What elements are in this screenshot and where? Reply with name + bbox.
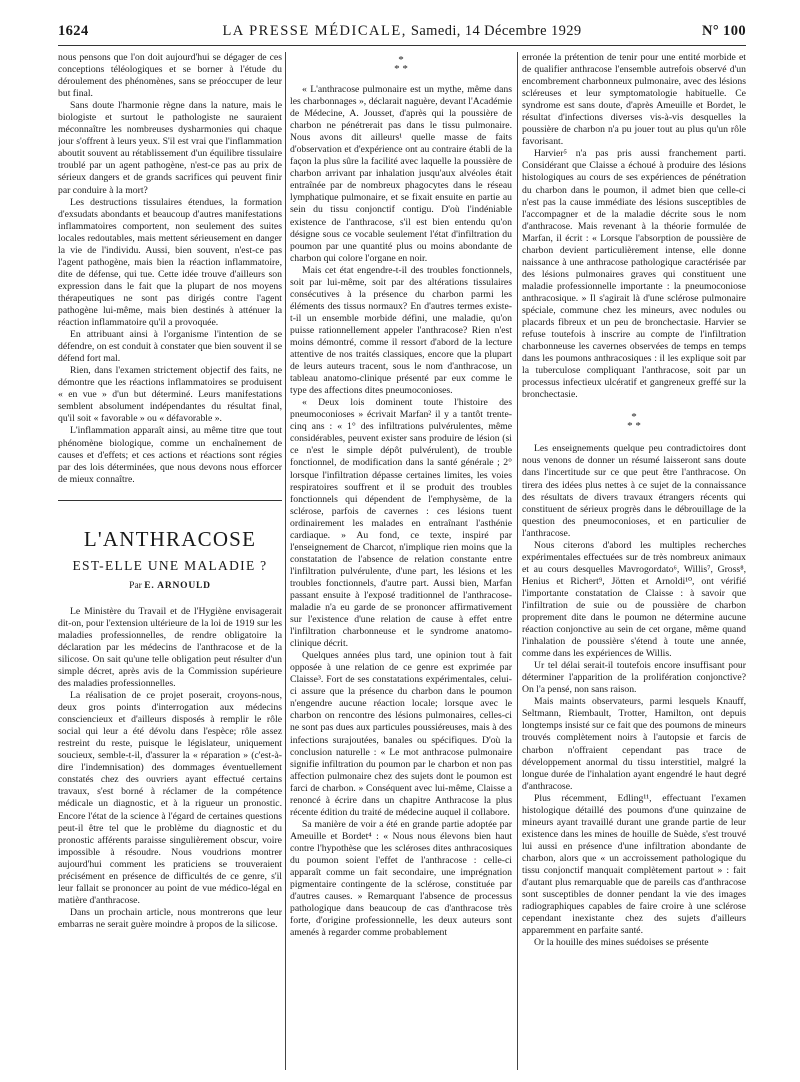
article-byline	[58, 580, 282, 592]
paragraph: Les destructions tissulaires étendues, la formation d'exsudats abondants et beaucoup d'autres manifestations inflammatoires comportent, non seulement des suites locales redoutables, mais mettent sérieusement en danger la vie de l'individu. Aussi, bien souvent, n'est-ce pas l'agent pathogène, mais bien la réaction inflammatoire, dite de défense, qui tue. Cette idée trouve d'ailleurs son expression dans le fait que la plupart de nos moyens thérapeutiques ne sont pas dirigés contre l'agent pathogène lui-même, mais bien destinés à atténuer la réaction inflammatoire qu'il a provoquée.	[58, 196, 282, 329]
paragraph: En attribuant ainsi à l'organisme l'intention de se défendre, on est conduit à constater que bien souvent il se défend fort mal.	[58, 329, 282, 365]
paragraph: Les enseignements quelque peu contradictoires dont nous venons de donner un résumé laisseront sans doute dans l'incertitude sur ce que peut être l'anthracose. On tirera des idées plus nettes à ce sujet de la connaissance des résultats de divers travaux étrangers récents qui constituent de sérieux progrès dans le débrouillage de la question des pneumoconioses, et en particulier de l'anthracose.	[522, 443, 746, 539]
column-3	[522, 52, 746, 1070]
paragraph: Plus récemment, Edling¹¹, effectuant l'examen histologique détaillé des poumons d'une quinzaine de mineurs ayant travaillé durant une grande partie de leur existence dans les mines de houille de Suède, s'est trouvé lui aussi en présence d'une infiltration abondante de charbon, alors que « un accroissement pathologique du tissu conjonctif manquait complètement partout » : fait d'autant plus remarquable que de pareils cas d'anthracose sont susceptibles de donner pendant la vie des images radiographiques capables de faire croire à une sclérose cependant inexistante chez des sujets d'ailleurs apparemment en parfaite santé.	[522, 792, 746, 937]
paragraph: Quelques années plus tard, une opinion tout à fait opposée à une relation de ce genre est exprimée par Claisse³. Fort de ses constatations expérimentales, celui-ci assure que la présence du charbon dans le poumon n'engendre aucune réaction locale; lorsque avec le charbon on rencontre des lésions pulmonaires, celles-ci ne sont pas dues aux particules poussiéreuses, mais à des infections surajoutées, banales ou spécifiques. D'où la conclusion naturelle : « Le mot anthracose pulmonaire signifie infiltration du poumon par le charbon et non pas affection pulmonaire chez des sujets dont le poumon est farci de charbon. » Conséquent avec lui-même, Claisse a renoncé à écrire dans un chapitre Anthracose la plus récente édition du traité de médecine auquel il collabore.	[290, 650, 512, 818]
paragraph: Nous citerons d'abord les multiples recherches expérimentales effectuées sur de très nombreux animaux et au cours desquelles Mavrogordato⁶, Willis⁷, Gross⁸, Henius et Richert⁹, Jötten et Arnoldi¹⁰, ont vérifié l'importante constatation de Claisse : à savoir que l'infiltration de suie ou de poussière de charbon proprement dite dans le poumon ne détermine aucune réaction conjonctive au sein de cet organe, même quand l'inhalation de poussière s'étend à toute une année, comme dans les expériences de Willis.	[522, 539, 746, 660]
column-rule-left	[285, 52, 286, 1070]
asterism-divider: * * *	[394, 54, 408, 75]
paragraph: erronée la prétention de tenir pour une entité morbide et de qualifier anthracose l'ensemble autrefois observé d'un encombrement charbonneux pulmonaire, avec des lésions scléreuses et leur symptomatologie habituelle. Ce syndrome est sans doute, d'après Ameuille et Bordet, le résultat d'infections diverses vis-à-vis desquelles la poussière de charbon n'a pu jouer tout au plus qu'un rôle favorisant.	[522, 52, 746, 148]
paragraph: « Deux lois dominent toute l'histoire des pneumoconioses » écrivait Marfan² il y a tantôt trente-cinq ans : « 1° des infiltrations pulvérulentes, même considérables, peuvent exister sans produire de lésion (si ce n'est le simple dépôt pulvérulent), de trouble fonctionnel, de modification dans la santé générale ; 2° lorsque l'infiltration dépasse certaines limites, les voies respiratoires souffrent et il se produit des troubles fonctionnels qui dépendent de l'emphysème, de la sclérose, parfois de cavernes : ces lésions tuent ordinairement les malades en entraînant l'asthénie cardiaque. » Au fond, ce texte, inspiré par l'enseignement de Charcot, n'implique rien moins que la constatation de l'absence de relation constante entre l'infiltration pulvérulente, d'une part, les lésions et les troubles fonctionnels, d'autre part. Aussi bien, Marfan passant ensuite à l'exposé traditionnel de l'anthracose-maladie n'a eu garde de se prononcer affirmativement sur l'existence d'une relation de cause à effet entre l'infiltration charbonneuse et le syndrome anatomo-clinique décrit.	[290, 397, 512, 650]
article-separator	[58, 500, 282, 501]
paragraph: Sans doute l'harmonie règne dans la nature, mais le biologiste et surtout le pathologiste ne sauraient méconnaître les nombreuses dysharmonies qui chaque jour s'offrent à leurs yeux. S'il est vrai que l'inflammation aboutit souvent au rétablissement d'un équilibre tissulaire troublé par un agent pathogène, n'est-ce pas au prix de sérieux dangers et de grands sacrifices qui peuvent finir par conduire à la mort?	[58, 100, 282, 196]
paragraph: Dans un prochain article, nous montrerons que leur embarras ne serait guère moindre à propos de la silicose.	[58, 906, 282, 930]
paragraph: nous pensons que l'on doit aujourd'hui se dégager de ces conceptions téléologiques et se borner à l'étude du déroulement des phénomènes, sans se préoccuper de leur but final.	[58, 52, 282, 100]
paragraph: Ur tel délai serait-il toutefois encore insuffisant pour déterminer l'apparition de la prolifération conjonctive? On l'a pensé, non sans raison.	[522, 660, 746, 696]
paragraph: L'inflammation apparaît ainsi, au même titre que tout phénomène biologique, comme un enchaînement de causes et d'effets; et ces actions et réactions sont régies par des lois déterminées, que nous devons nous efforcer de mieux connaître.	[58, 425, 282, 485]
paragraph: Harvier⁵ n'a pas pris aussi franchement parti. Considérant que Claisse a échoué à produire des lésions histologiques au cours de ses expériences de pénétration du charbon dans le poumon, il admet bien que celle-ci n'est pas la cause immédiate des lésions susceptibles de l'accompagner et de la maladie décrite sous le nom d'anthracose. Mais revenant à la théorie formulée de Marfan, il écrit : « Lorsque l'absorption de poussière de charbon devient particulièrement intense, elle donne naissance à une anthracose pathologique caractérisée par des lésions pulmonaires graves qui constituent une maladie professionnelle importante : la pneumoconiose anthracosique. » Il s'agirait là d'une sclérose pulmonaire spéciale, commune chez les mineurs, avec nodules ou placards fibreux et un peu de bronchectasie. Harvier se refuse toutefois à inscrire au compte de l'infiltration charbonneuse les cavernes observées de temps en temps dans les poumons anthracosiques : il les explique soit par la tuberculose compliquant l'anthracose, soit par un processus infectieux ulcératif et gangreneux greffé sur la bronchectasie.	[522, 148, 746, 401]
paragraph: Sa manière de voir a été en grande partie adoptée par Ameuille et Bordet⁴ : « Nous nous élevons bien haut contre l'hypothèse que les scléroses dites anthracosiques du poumon soient l'effet de l'anthracose : celle-ci apparaît comme un fait secondaire, une imprégnation pigmentaire contingente de la sclérose, constituée par d'autres causes. » Remarquant l'absence de processus pathologique dans beaucoup de cas d'anthracose très forte, d'origine professionnelle, les deux auteurs sont amenés à regarder comme probablement	[290, 818, 512, 939]
column-2	[290, 52, 512, 1070]
page-number: 1624	[58, 23, 89, 39]
running-title	[58, 23, 746, 40]
page-header	[58, 20, 746, 46]
author-name: E. ARNOULD	[144, 580, 211, 591]
byline-prefix: Par	[129, 580, 142, 591]
issue-date: Samedi, 14 Décembre 1929	[410, 23, 582, 39]
paragraph: Rien, dans l'examen strictement objectif des faits, ne démontre que les réactions inflammatoires se produisent « en vue » d'un but déterminé. Leurs manifestations semblent absolument indépendantes du résultat final, qu'il soit « favorable » ou « défavorable ».	[58, 365, 282, 425]
article-subtitle: EST-ELLE UNE MALADIE ?	[72, 557, 268, 573]
paragraph: La réalisation de ce projet poserait, croyons-nous, deux gros points d'interrogation aux médecins consciencieux et d'ailleurs disposés à remplir le rôle social qui leur a été dévolu dans l'espèce; rôle assez restreint du reste, puisque le législateur, uniquement soucieux, semble-t-il, d'assurer la « réparation » (c'est-à-dire l'indemnisation) des dommages éventuellement constatés chez des ouvriers ayant effectué certains travaux, s'est borné à réclamer de la compétence médicale un diagnostic, et à la rigueur un pronostic. Encore l'état de la science à l'égard de certaines questions peut-il être tel que le problème du diagnostic et du pronostic afférents paraisse singulièrement obscur, voire impossible à résoudre. Nous voudrions montrer aujourd'hui comment les praticiens se trouveraient précisément en présence de difficultés de ce genre, s'il leur fallait se prononcer au point de vue médico-légal en matière d'anthracose.	[58, 690, 282, 906]
article-title: L'ANTHRACOSE	[83, 526, 257, 551]
paragraph: Or la houille des mines suédoises se présente	[534, 937, 709, 949]
paragraph: Le Ministère du Travail et de l'Hygiène envisagerait dit-on, pour l'extension ultérieure de la loi de 1919 sur les maladies professionnelles, de rendre obligatoire la déclaration par les médecins de l'anthracose et de la silicose. On sait qu'une telle obligation peut résulter d'un simple décret, après avis de la Commission supérieure des maladies professionnelles.	[58, 605, 282, 690]
column-rule-right	[517, 52, 518, 1070]
paragraph: Mais cet état engendre-t-il des troubles fonctionnels, soit par lui-même, soit par des altérations tissulaires consécutives à la présence du charbon parmi les éléments des tissus normaux? En d'autres termes existe-t-il un ensemble morbide défini, une maladie, qu'on puisse rationnellement appeler l'anthracose? Rien n'est moins démontré, comme il ressort d'abord de la lecture attentive de nos traités classiques, encore que la plupart de leurs auteurs tracent, sous le nom d'anthracose, un tableau anatomo-clinique présenté par eux comme le type des affections dites pneumoconioses.	[290, 264, 512, 397]
asterism-divider: * * *	[627, 411, 641, 433]
paragraph: Mais maints observateurs, parmi lesquels Knauff, Seltmann, Riembault, Trotter, Hamilton, ont depuis longtemps insisté sur ce fait que des poumons de mineurs trouvés complètement noirs à l'autopsie et farcis de charbon n'offraient cependant pas trace de développement anormal du tissu interstitiel, malgré la longue durée de l'inhalation ayant engendré le haut degré d'anthracose.	[522, 696, 746, 792]
journal-name: LA PRESSE MÉDICALE,	[222, 23, 407, 39]
paragraph: « L'anthracose pulmonaire est un mythe, même dans les charbonnages », déclarait naguère, devant l'Académie de Médecine, A. Jousset, d'après qui la poussière de charbon ne pénétrerait pas dans le tissu pulmonaire. Nous avons dit ailleurs¹ quelle masse de faits d'observation et d'expérience ont au contraire établi de la façon la plus sûre la facilité avec laquelle la poussière de charbon arrivant par inhalation jusqu'aux alvéoles était entraînée par de nombreux phagocytes dans le réseau lymphatique pulmonaire, et se fixait ensuite en partie au sein du tissu conjonctif contigu. D'où l'indéniable existence de l'anthracose, s'il est bien entendu qu'on désigne sous ce vocable seulement l'état d'infiltration du poumon par une quantité plus ou moins abondante de charbon qui colore l'organe en noir.	[290, 84, 512, 264]
column-1	[58, 52, 282, 1070]
issue-number: N° 100	[701, 23, 746, 39]
